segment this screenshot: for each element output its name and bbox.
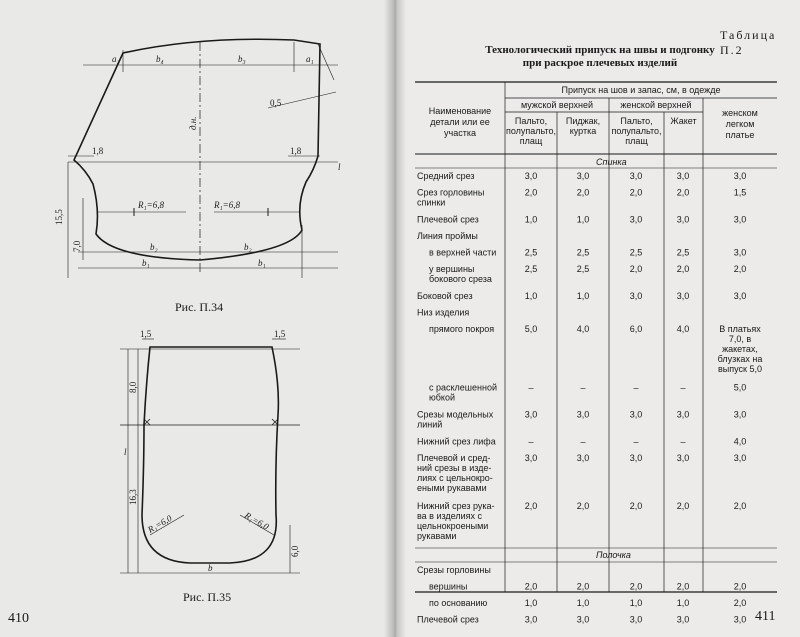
header-col3: Пальто, [620, 116, 653, 126]
figure-p34-caption: Рис. П.34 [175, 300, 224, 314]
row-value: 3,0 [676, 171, 690, 181]
label-r1-left: R₁=6,0 [146, 513, 174, 535]
row-value: 3,0 [629, 171, 643, 181]
row-value: 2,0 [676, 264, 690, 274]
row-value: 3,0 [629, 214, 643, 225]
row-name: Срезы модельных [417, 409, 494, 420]
figure-p35-caption: Рис. П.35 [183, 590, 232, 604]
row-value: – [680, 436, 686, 447]
row-value: 2,0 [576, 581, 590, 592]
label-1-5-right: 1,5 [274, 329, 286, 339]
row-value: 2,0 [733, 264, 747, 274]
row-value: 4,0 [576, 324, 590, 334]
row-value: – [580, 436, 586, 447]
row-note: жакетах, [722, 344, 758, 354]
row-value: 1,0 [524, 598, 538, 608]
row-value: 3,0 [676, 453, 690, 463]
row-value: 3,0 [524, 614, 538, 625]
row-name: юбкой [429, 392, 455, 403]
row-value: – [633, 382, 639, 393]
row-value: 2,0 [524, 581, 538, 592]
label-a2: a₂ [112, 54, 120, 64]
label-r1-right: R₁=6,0 [243, 510, 271, 532]
header-group-light: платье [725, 130, 755, 140]
label-l: l [338, 162, 341, 172]
row-value: 2,5 [576, 247, 590, 258]
header-col1: полупальто, [505, 126, 557, 136]
row-name: Линия проймы [417, 231, 478, 241]
row-value: 3,0 [733, 409, 747, 420]
row-name: по основанию [429, 598, 488, 608]
row-value: 1,0 [629, 598, 643, 608]
row-value: 2,5 [524, 247, 538, 258]
header-top: Припуск на шов и запас, см, в одежде [561, 85, 721, 95]
row-name: Средний срез [417, 171, 475, 181]
row-note: блузках на [717, 354, 763, 364]
label-r1-left: R₁=6,8 [138, 200, 164, 210]
row-value: 2,0 [733, 581, 747, 592]
label-b2-left: b₂ [150, 242, 158, 252]
header-col3: плащ [625, 136, 648, 146]
page-number-left: 410 [8, 611, 29, 626]
row-value: 3,0 [629, 614, 643, 625]
row-value: 2,0 [676, 581, 690, 592]
label-b1-right: b₁ [258, 258, 266, 268]
row-value: 3,0 [676, 409, 690, 420]
row-value: 2,5 [576, 264, 590, 274]
label-a1: a₁ [306, 54, 314, 64]
row-value: 3,0 [576, 453, 590, 463]
header-first-col: Наименование [428, 106, 492, 116]
figure-p34 [38, 20, 358, 295]
header-col2: Пиджак, [565, 116, 601, 126]
header-col3: полупальто, [611, 126, 662, 136]
garment-outline [74, 39, 320, 260]
row-note: выпуск 5,0 [718, 364, 762, 374]
figure-p34-drawing [38, 20, 358, 295]
label-8-0: 8,0 [128, 381, 138, 393]
row-value: 2,0 [524, 187, 538, 198]
row-name: лиях с цельнокро- [417, 473, 493, 483]
row-value: 2,5 [676, 247, 690, 258]
row-value: 1,5 [733, 187, 747, 198]
header-group-women: женской верхней [620, 100, 692, 110]
row-value: 6,0 [629, 324, 643, 334]
header-group-light: легком [725, 119, 755, 129]
row-value: 2,0 [629, 187, 643, 198]
row-value: 3,0 [576, 171, 590, 181]
row-name: Плечевой срез [417, 214, 479, 225]
row-value: 2,0 [676, 501, 690, 511]
table-title [430, 44, 770, 70]
row-name: в верхней части [429, 247, 497, 258]
header-col4: Жакет [670, 116, 697, 126]
table-title-line2: при раскрое плечевых изделий [522, 57, 678, 69]
row-name: вершины [429, 581, 468, 592]
label-0-5: 0,5 [270, 98, 282, 108]
header-group-men: мужской верхней [520, 100, 594, 110]
row-name: цельнокроеными [417, 521, 489, 531]
row-value: 2,5 [524, 264, 538, 274]
row-value: 2,0 [733, 501, 747, 511]
row-value: 3,0 [524, 409, 538, 420]
row-name: Срез горловины [417, 187, 485, 198]
header-col1: плащ [519, 136, 543, 146]
row-value: 1,0 [676, 598, 690, 608]
row-name: Нижний срез рука- [417, 501, 495, 511]
row-value: – [580, 382, 586, 393]
label-b1-left: b₁ [142, 258, 150, 268]
row-value: 2,0 [733, 598, 747, 608]
row-name: бокового среза [429, 274, 492, 284]
row-value: 3,0 [524, 453, 538, 463]
row-value: 2,0 [576, 501, 590, 511]
row-value: 3,0 [733, 614, 747, 625]
row-value: 5,0 [733, 382, 747, 393]
row-value: 1,0 [576, 291, 590, 301]
row-value: 2,0 [629, 264, 643, 274]
row-value: 3,0 [576, 614, 590, 625]
row-value: 1,0 [576, 598, 590, 608]
row-value: 2,5 [629, 247, 643, 258]
label-6-0: 6,0 [290, 545, 300, 557]
row-name: Нижний срез лифа [417, 436, 496, 447]
row-value: 3,0 [733, 171, 747, 181]
row-name: Срезы горловины [417, 565, 491, 575]
row-value: 3,0 [733, 214, 747, 225]
figure-p35 [110, 325, 310, 580]
row-value: 4,0 [733, 436, 747, 447]
label-1-8-right: 1,8 [290, 146, 302, 156]
row-value: 3,0 [733, 453, 747, 463]
label-dn: д.н. [188, 116, 198, 130]
label-l: l [124, 447, 127, 457]
row-name: ний срезы в изде- [417, 463, 492, 473]
row-name: у вершины [429, 264, 475, 274]
header-group-light: женском [722, 108, 758, 118]
row-value: 3,0 [629, 453, 643, 463]
row-value: 2,0 [629, 581, 643, 592]
row-value: 2,0 [524, 501, 538, 511]
page-number-right: 411 [755, 609, 776, 624]
row-value: – [528, 436, 534, 447]
row-value: 2,0 [676, 187, 690, 198]
row-value: 1,0 [524, 214, 538, 225]
label-r1-right: R₁=6,8 [214, 200, 240, 210]
left-page [0, 0, 392, 637]
label-b2-right: b₂ [244, 242, 252, 252]
table-title-line1: Технологический припуск на швы и подгонку [485, 44, 715, 56]
row-note: В платьях [719, 324, 761, 334]
header-first-col: детали или ее [430, 117, 490, 127]
section-front: Полочка [596, 550, 631, 560]
row-name: Боковой срез [417, 291, 473, 301]
label-16-3: 16,3 [128, 489, 138, 505]
row-name: прямого покроя [429, 324, 495, 334]
row-value: 5,0 [524, 324, 538, 334]
row-name: ва в изделиях с [417, 511, 483, 521]
label-7-0: 7,0 [72, 240, 82, 252]
label-b4: b₄ [156, 54, 164, 64]
section-back: Спинка [596, 157, 627, 167]
row-name: Плечевой срез [417, 614, 479, 625]
row-value: 3,0 [676, 291, 690, 301]
label-b3: b₃ [238, 54, 246, 64]
row-value: 1,0 [524, 291, 538, 301]
row-name: с расклешенной [429, 382, 498, 393]
row-value: – [680, 382, 686, 393]
row-value: 3,0 [733, 291, 747, 301]
row-value: 3,0 [676, 214, 690, 225]
row-value: 3,0 [524, 171, 538, 181]
row-value: 3,0 [629, 409, 643, 420]
row-name: Низ изделия [417, 307, 470, 318]
row-value: – [633, 436, 639, 447]
sleeve-outline [142, 347, 278, 563]
label-1-5-left: 1,5 [140, 329, 152, 339]
label-b: b [208, 563, 213, 573]
header-col2: куртка [569, 126, 597, 136]
row-value: 2,0 [576, 187, 590, 198]
row-name: еными рукавами [417, 483, 487, 493]
row-value: 1,0 [576, 214, 590, 225]
row-value: – [528, 382, 534, 393]
row-value: 3,0 [733, 247, 747, 258]
table-label: Таблица П.2 [720, 28, 777, 57]
row-value: 2,0 [629, 501, 643, 511]
row-note: 7,0, в [728, 334, 752, 344]
row-name: рукавами [417, 531, 457, 541]
row-value: 3,0 [576, 409, 590, 420]
figure-p35-drawing [110, 325, 310, 580]
row-name: спинки [417, 197, 446, 208]
header-col1: Пальто, [514, 116, 548, 126]
row-value: 3,0 [629, 291, 643, 301]
label-1-8-left: 1,8 [92, 146, 104, 156]
row-name: линий [417, 419, 443, 430]
row-name: Плечевой и сред- [417, 453, 491, 463]
row-value: 4,0 [676, 324, 690, 334]
book-gutter [384, 0, 406, 637]
header-first-col: участка [444, 128, 476, 138]
label-15-5: 15,5 [54, 209, 64, 225]
row-value: 3,0 [676, 614, 690, 625]
